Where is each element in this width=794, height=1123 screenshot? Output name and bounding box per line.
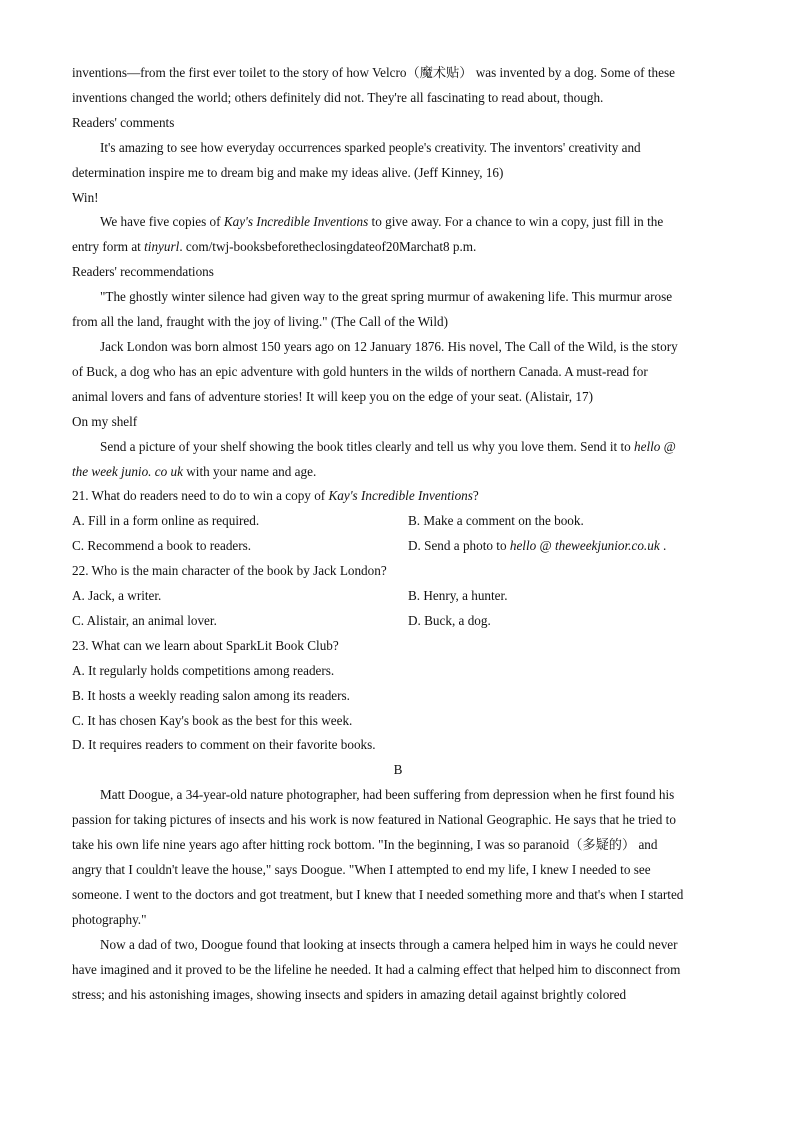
shelf-line-1: Send a picture of your shelf showing the book titles clearly and tell us why you love them. Send it to hello @	[100, 438, 676, 454]
passage-b-p2-line-2: have imagined and it proved to be the lifeline he needed. It had a calming effect that helped him to disconnect from	[72, 961, 681, 977]
document-page	[72, 61, 724, 1007]
question-22-options-ab	[72, 584, 724, 609]
shelf-line-2: the week junio. co uk with your name and age.	[72, 463, 317, 479]
q22-option-a: A. Jack, a writer.	[72, 588, 162, 604]
question-21-stem: 21. What do readers need to do to win a copy of Kay's Incredible Inventions?	[72, 488, 479, 504]
recommendations-heading: Readers' recommendations	[72, 264, 214, 280]
passage-b-p1-line-2: passion for taking pictures of insects and his work is now featured in National Geographic. He says that he tried to	[72, 812, 676, 828]
shelf-email-part-2: the week junio. co uk	[72, 463, 183, 479]
recommendation-line-2: of Buck, a dog who has an epic adventure with gold hunters in the wilds of northern Canada. A must-read for	[72, 363, 648, 379]
q22-option-c: C. Alistair, an animal lover.	[72, 612, 217, 628]
q21-option-d: D. Send a photo to hello @ theweekjunior.co.uk .	[408, 538, 667, 554]
question-21-options-ab	[72, 509, 724, 534]
quote-line-2: from all the land, fraught with the joy of living." (The Call of the Wild)	[72, 314, 448, 330]
q23-option-d: D. It requires readers to comment on their favorite books.	[72, 737, 376, 753]
q22-option-d: D. Buck, a dog.	[408, 612, 491, 628]
passage-b-p1-line-5: someone. I went to the doctors and got treatment, but I knew that I needed something more and that's when I started	[72, 886, 684, 902]
shelf-email-part-1: hello @	[634, 438, 676, 454]
question-23-stem: 23. What can we learn about SparkLit Book Club?	[72, 637, 339, 653]
shelf-heading: On my shelf	[72, 413, 138, 429]
passage-b-p1-line-6: photography."	[72, 911, 147, 927]
book-title: Kay's Incredible Inventions	[223, 214, 369, 230]
win-line-2: entry form at tinyurl. com/twj-booksbeforetheclosingdateof20Marchat8 p.m.	[72, 239, 477, 255]
comments-line-1: It's amazing to see how everyday occurrences sparked people's creativity. The inventors' creativity and	[100, 139, 641, 155]
intro-line-2: inventions changed the world; others definitely did not. They're all fascinating to read about, though.	[72, 89, 604, 105]
passage-b-p2-line-3: stress; and his astonishing images, showing insects and spiders in amazing detail against brightly colored	[72, 986, 627, 1002]
q21-option-b: B. Make a comment on the book.	[408, 513, 584, 529]
q23-option-b: B. It hosts a weekly reading salon among its readers.	[72, 687, 350, 703]
comments-line-2: determination inspire me to dream big and make my ideas alive. (Jeff Kinney, 16)	[72, 164, 504, 180]
win-heading: Win!	[72, 189, 99, 205]
passage-b-p1-line-1: Matt Doogue, a 34-year-old nature photographer, had been suffering from depression when he first found his	[100, 787, 675, 803]
q23-option-c: C. It has chosen Kay's book as the best for this week.	[72, 712, 353, 728]
q23-option-a: A. It regularly holds competitions among readers.	[72, 662, 335, 678]
q21-option-c: C. Recommend a book to readers.	[72, 538, 252, 554]
intro-line-1: inventions—from the first ever toilet to the story of how Velcro（魔术贴） was invented by a dog. Some of these	[72, 65, 675, 80]
quote-line-1: "The ghostly winter silence had given way to the great spring murmur of awakening life. This murmur arose	[100, 289, 673, 305]
passage-b-p1-line-3: take his own life nine years ago after hitting rock bottom. "In the beginning, I was so paranoid（多疑的） and	[72, 837, 658, 853]
recommendation-line-3: animal lovers and fans of adventure stories! It will keep you on the edge of your seat. (Alistair, 17)	[72, 388, 593, 404]
comments-heading: Readers' comments	[72, 114, 175, 130]
passage-b-p1-line-4: angry that I couldn't leave the house," says Doogue. "When I attempted to end my life, I knew I needed to see	[72, 862, 651, 877]
section-b-heading: B	[393, 762, 403, 778]
win-line-1: We have five copies of Kay's Incredible Inventions to give away. For a chance to win a copy, just fill in the	[100, 214, 664, 230]
q21-option-a: A. Fill in a form online as required.	[72, 513, 260, 529]
q22-option-b: B. Henry, a hunter.	[408, 588, 508, 604]
entry-url: tinyurl	[144, 239, 180, 255]
passage-b-p2-line-1: Now a dad of two, Doogue found that looking at insects through a camera helped him in ways he could never	[100, 936, 678, 952]
question-22-options-cd	[72, 609, 724, 634]
question-21-options-cd	[72, 534, 724, 559]
question-22-stem: 22. Who is the main character of the book by Jack London?	[72, 563, 387, 579]
recommendation-line-1: Jack London was born almost 150 years ago on 12 January 1876. His novel, The Call of the Wild, is the story	[100, 338, 678, 354]
